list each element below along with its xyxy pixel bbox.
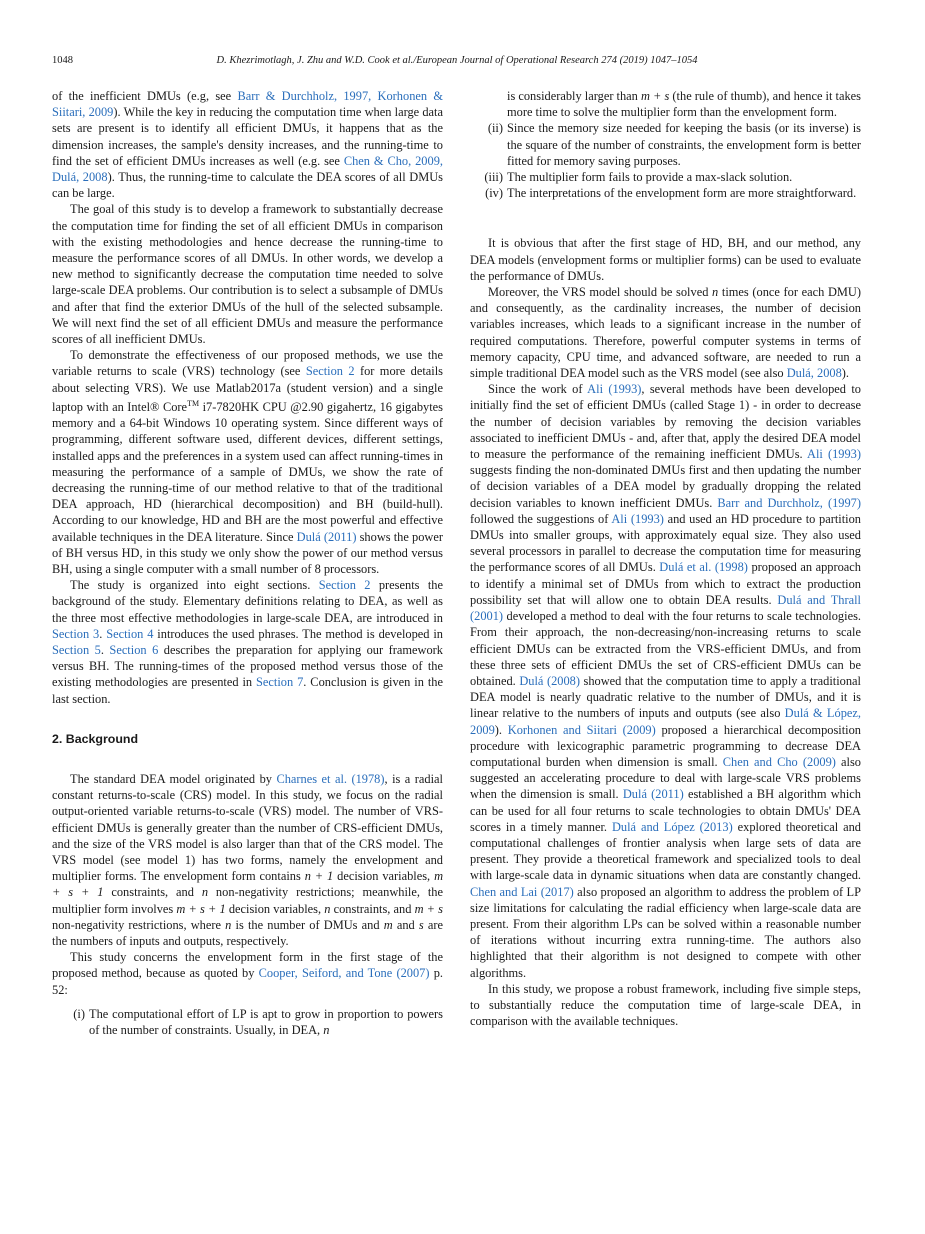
paragraph-demonstration: To demonstrate the effectiveness of our proposed methods, we use the variable returns to scale (VRS) technology (see Section 2 for more details about selecting VRS). We use Matlab2017a (student version) and a single laptop with an Intel® Core™ i7-7820HK CPU @2.90 gigahertz, 16 gigabytes memory and a 64-bit Windows 10 operating system. Since different ways of programming, different software used, different devices, different settings, installed apps and the preferences in a system used can affect running-times in measuring the performance of a sample of DMUs, we show the rate of decreasing the running-time of our method relative to that of the traditional DEA approach, HD (hierarchical decomposition) and BH (build-hull). According to our knowledge, HD and BH are the most powerful and effective available techniques in the DEA literature. Since Dulá (2011) shows the power of BH versus HD, in this study we only show the power of our method versus BH, using a single computer with a small number of 8 processors. (52, 348, 444, 577)
paragraph-framework: In this study, we propose a robust framework, including five simple steps, to substantially reduce the computation time of large-scale DEA, in comparison with the available techniques. (470, 981, 861, 1029)
citation-link[interactable]: Ali (1993) (587, 382, 642, 397)
citation-link[interactable]: Charnes et al. (1978) (276, 772, 385, 787)
paragraph-organization: The study is organized into eight sections. Section 2 presents the background of the study. Elementary definitions relating to DEA, as well as the three most effective methodologies in large-scale DEA, are introduced in Section 3. Section 4 introduces the used phrases. The method is developed in Section 5. Section 6 describes the preparation for applying our framework versus BH. The running-times of the proposed method versus those of the existing methodologies are presented in Section 7. Conclusion is given in the last section. (52, 578, 443, 706)
paragraph-literature: Since the work of Ali (1993), several methods have been developed to initially find the set of efficient DMUs (called Stage 1) - in order to decrease the number of decision variables by removing the decision variables associated to inefficient DMUs - and, after that, apply the desired DEA model to measure the performance of the remaining inefficient DMUs. Ali (1993) suggests finding the non-dominated DMUs first and then updating the number of decision variables of a DEA model by gradually dropping the related decision variables to known inefficient DMUs. Barr and Durchholz, (1997) followed the suggestions of Ali (1993) and used an HD procedure to partition DMUs into smaller groups, with approximately equal size. They also used several processors in parallel to decrease the computation time for measuring the performance scores of all DMUs. Dulá et al. (1998) proposed an approach to identify a minimal set of DMUs from which to extract the production possibility set that will allow one to obtain DEA results. Dulá and Thrall (2001) developed a method to deal with the four returns to scale technologies. From their approach, the non-decreasing/non-increasing returns to scale efficient DMUs can be extracted from the VRS-efficient DMUs, and from these three sets of efficient DMUs the set of CRS-efficient DMUs can be obtained. Dulá (2008) showed that the computation time to apply a traditional DEA model is nearly quadratic relative to the number of DMUs, and it is linear relative to the numbers of inputs and outputs (see also Dulá & López, 2009). Korhonen and Siitari (2009) proposed a hierarchical decomposition procedure with lexicographic parametric programming to decrease DEA computational burden when dimension is small. Chen and Cho (2009) also suggested an accelerating procedure to deal with large-scale VRS problems when the dimension is small. Dulá (2011) established a BH algorithm which can be used for all four returns to scale technologies to obtain DMUs' DEA scores in a timely manner. Dulá and López (2013) explored theoretical and computational challenges of frontier analysis when large sets of data are present. They provide a theoretical framework and specialized tools to deal with large-scale data in dynamic situations when data are constantly changed. Chen and Lai (2017) also proposed an algorithm to address the problem of LP size limitations for calculating the radial efficiency when large-scale data are present. From their algorithm LPs can be solved within a reasonable number of iterations without incurring extra running-time. The authors also highlighted that their algorithm is not designed to compete with other algorithms. (470, 382, 862, 980)
left-column (52, 88, 443, 1038)
citation-link[interactable]: Dulá et al. (1998) (659, 560, 748, 575)
page-number: 1048 (52, 55, 73, 66)
citation-link[interactable]: Dulá (2008) (519, 673, 580, 688)
citation-link[interactable]: Barr & Durchholz, 1997, Korhonen & Siitari, 2009 (52, 89, 444, 120)
list-item: (iv) The interpretations of the envelopment form are more straightforward. (485, 186, 857, 201)
citation-link[interactable]: Chen & Cho, 2009, Dulá, 2008 (52, 153, 443, 185)
paragraph-vrs: Moreover, the VRS model should be solved n times (once for each DMU) and consequently, as the cardinality increases, the number of decision variables increases, which leads to a significant increase in the number of required computations. Therefore, powerful computer systems in terms of memory capacity, CPU time, and advanced software, are needed to run a simple traditional DEA model such as the VRS model (see also Dulá, 2008). (470, 285, 862, 381)
citation-link[interactable]: Dulá and Thrall (2001) (470, 592, 861, 624)
list-item: (ii) Since the memory size needed for keeping the basis (or its inverse) is the square of the number of constraints, the envelopment form is better fitted for memory saving purposes. (487, 121, 861, 168)
paragraph-stage-one: It is obvious that after the first stage of HD, BH, and our method, any DEA models (envelopment forms or multiplier forms) can be used to evaluate the performance of DMUs. (470, 236, 861, 283)
paragraph-goal: The goal of this study is to develop a framework to substantially decrease the computation time for finding the set of all efficient DMUs in comparison with the existing methodologies and hence decrease the running-time to measure the performance scores of all DMUs. In other words, we develop a new method to significantly decrease the computation time needed to solve large-scale DEA problems. Our contribution is to select a subsample of DMUs and after that find the exterior DMUs of the hull of the selected subsample. We will next find the set of all efficient DMUs and measure the performance scores of all inefficient DMUs. (52, 202, 443, 347)
paragraph-envelopment: This study concerns the envelopment form in the first stage of the proposed method, because as quoted by Cooper, Seiford, and Tone (2007) p. 52: (52, 950, 443, 997)
citation-link[interactable]: Chen and Lai (2017) (470, 884, 574, 899)
citation-link[interactable]: Dulá (2011) (622, 787, 684, 802)
citation-link[interactable]: Dulá and López (2013) (611, 819, 733, 834)
section-link[interactable]: Section 2 (318, 578, 371, 593)
citation-link[interactable]: Korhonen and Siitari (2009) (507, 722, 656, 737)
section-link[interactable]: Section 7 (256, 675, 304, 690)
citation-link[interactable]: Ali (1993) (807, 447, 861, 462)
citation-link[interactable]: Barr and Durchholz, (1997) (717, 495, 861, 510)
citation-link[interactable]: Dulá, 2008 (786, 366, 842, 381)
citation-link[interactable]: Chen and Cho (2009) (722, 754, 836, 769)
citation-link[interactable]: Cooper, Seiford, and Tone (2007) (258, 966, 430, 981)
citation-link[interactable]: Ali (1993) (611, 511, 664, 526)
citation-link[interactable]: Dulá & López, 2009 (470, 706, 861, 737)
section-heading: 2. Background (52, 731, 139, 746)
section-link[interactable]: Section 6 (109, 643, 159, 658)
right-column (470, 88, 861, 1029)
section-link[interactable]: Section 4 (106, 626, 154, 641)
list-item: (i) The computational effort of LP is apt to grow in proportion to powers of the number of constraints. Usually, in DEA, n (73, 1006, 443, 1038)
paragraph-intro-continued: of the inefficient DMUs (e.g, see Barr & Durchholz, 1997, Korhonen & Siitari, 2009). While the key in reducing the computation time when large data sets are present is to identify all efficient DMUs, it happens that as the dimension increases, the sample's density increases, and the running-time to find the set of efficient DMUs increases as well (e.g. see Chen & Cho, 2009, Dulá, 2008). Thus, the running-time to calculate the DEA scores of all DMUs can be large. (52, 89, 444, 201)
running-header (52, 55, 862, 71)
section-link[interactable]: Section 3 (52, 626, 100, 641)
paragraph-background: The standard DEA model originated by Charnes et al. (1978), is a radial constant returns-to-scale (CRS) model. In this study, we focus on the radial output-oriented variable returns-to-scale (VRS) model. The number of VRS-efficient DMUs is generally greater than the number of CRS-efficient DMUs, and the size of the VRS model is also larger than that of the CRS model. The VRS model (see model 1) has two forms, namely the envelopment and multiplier forms. The envelopment form contains n + 1 decision variables, m + s + 1 constraints, and n non-negativity restrictions; meanwhile, the multiplier form involves m + s + 1 decision variables, n constraints, and m + s non-negativity restrictions, where n is the number of DMUs and m and s are the numbers of inputs and outputs, respectively. (52, 772, 444, 949)
list-item-continued: is considerably larger than m + s (the rule of thumb), and hence it takes more time to solve the multiplier form than the envelopment form. (507, 89, 861, 120)
section-link[interactable]: Section 5 (52, 643, 101, 658)
citation-link[interactable]: Dulá (2011) (296, 529, 357, 544)
section-link[interactable]: Section 2 (305, 364, 355, 379)
list-item: (iii) The multiplier form fails to provide a max-slack solution. (484, 170, 793, 185)
running-title: D. Khezrimotlagh, J. Zhu and W.D. Cook et al./European Journal of Operational Research 274 (2019) 1047–1054 (216, 55, 698, 66)
